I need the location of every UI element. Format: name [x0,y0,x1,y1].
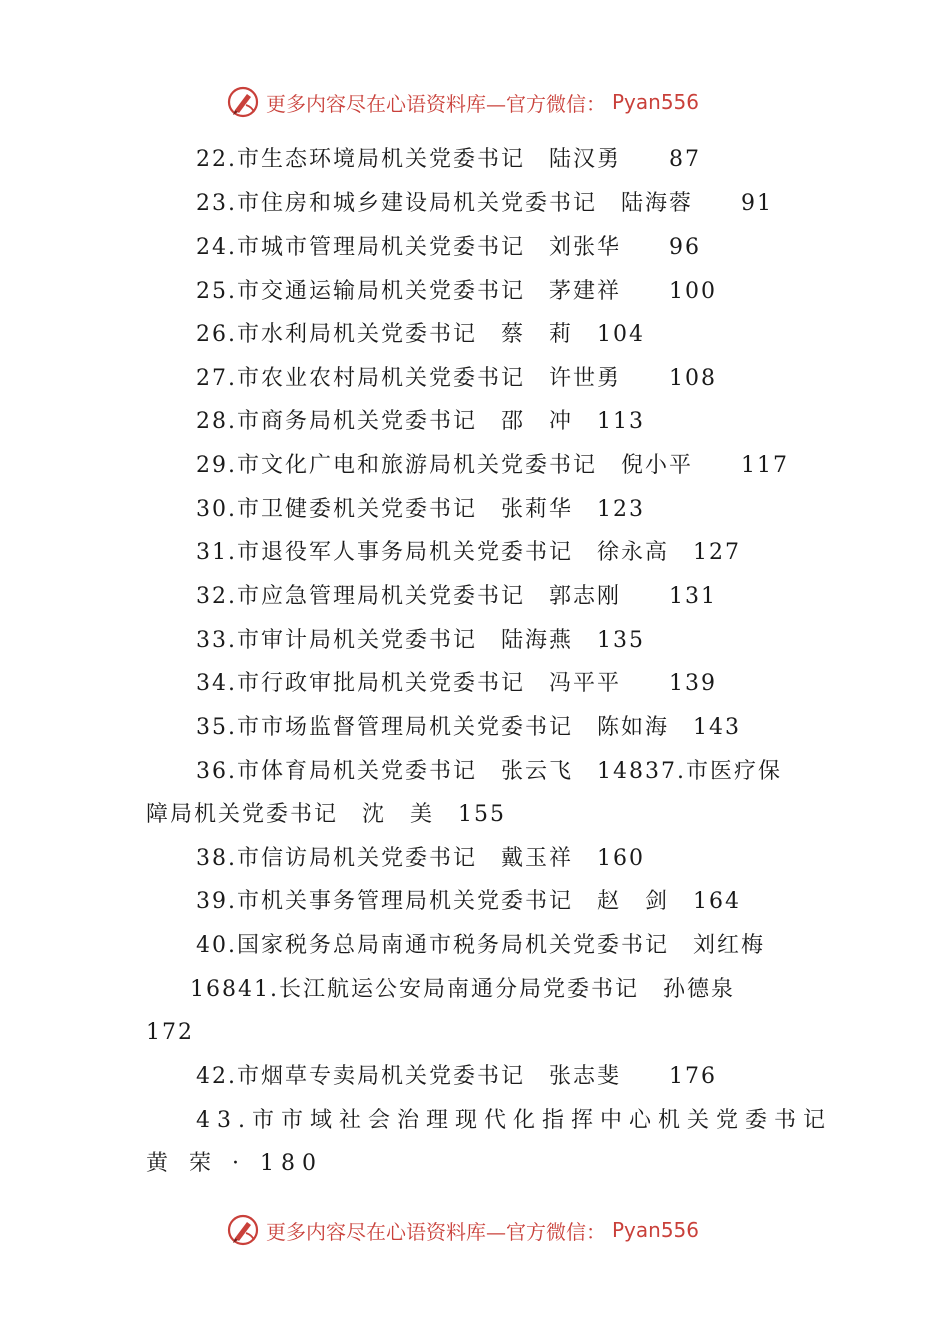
toc-entry-31: 31.市退役军人事务局机关党委书记 徐永高 127 [196,540,741,565]
toc-entry-27: 27.市农业农村局机关党委书记 许世勇 108 [196,366,717,391]
toc-entry-28: 28.市商务局机关党委书记 邵 冲 113 [196,409,645,434]
watermark-id: Pyan556 [612,1218,700,1242]
toc-entry-38: 38.市信访局机关党委书记 戴玉祥 160 [196,846,645,871]
toc-entry-37-cont: 障局机关党委书记 沈 美 155 [146,802,506,827]
toc-entry-40: 40.国家税务总局南通市税务局机关党委书记 刘红梅 [196,933,765,958]
toc-entry-22: 22.市生态环境局机关党委书记 陆汉勇 87 [196,147,701,172]
watermark-text: 更多内容尽在心语资料库—官方微信： [266,91,606,116]
toc-entry-41: 16841.长江航运公安局南通分局党委书记 孙德泉 [190,977,735,1002]
pen-seal-icon [226,1213,260,1247]
toc-entry-24: 24.市城市管理局机关党委书记 刘张华 96 [196,235,701,260]
toc-entry-39: 39.市机关事务管理局机关党委书记 赵 剑 164 [196,889,741,914]
toc-entry-29: 29.市文化广电和旅游局机关党委书记 倪小平 117 [196,453,789,478]
toc-entry-30: 30.市卫健委机关党委书记 张莉华 123 [196,497,645,522]
toc-entry-33: 33.市审计局机关党委书记 陆海燕 135 [196,628,645,653]
toc-entry-36: 36.市体育局机关党委书记 张云飞 14837.市医疗保 [196,759,782,784]
toc-entry-32: 32.市应急管理局机关党委书记 郭志刚 131 [196,584,717,609]
watermark-id: Pyan556 [612,90,700,114]
toc-entry-35: 35.市市场监督管理局机关党委书记 陈如海 143 [196,715,741,740]
toc-entry-23: 23.市住房和城乡建设局机关党委书记 陆海蓉 91 [196,191,773,216]
toc-entry-34: 34.市行政审批局机关党委书记 冯平平 139 [196,671,717,696]
toc-entry-41-page: 172 [146,1020,194,1045]
toc-entry-26: 26.市水利局机关党委书记 蔡 莉 104 [196,322,645,347]
watermark-banner-bottom [226,1212,746,1248]
watermark-text: 更多内容尽在心语资料库—官方微信： [266,1219,606,1244]
toc-entry-42: 42.市烟草专卖局机关党委书记 张志斐 176 [196,1064,717,1089]
toc-entry-25: 25.市交通运输局机关党委书记 茅建祥 100 [196,279,717,304]
toc-entry-43-cont: 黄 荣 · 180 [146,1151,323,1176]
toc-entry-43: 43.市市域社会治理现代化指挥中心机关党委书记 [196,1108,832,1133]
